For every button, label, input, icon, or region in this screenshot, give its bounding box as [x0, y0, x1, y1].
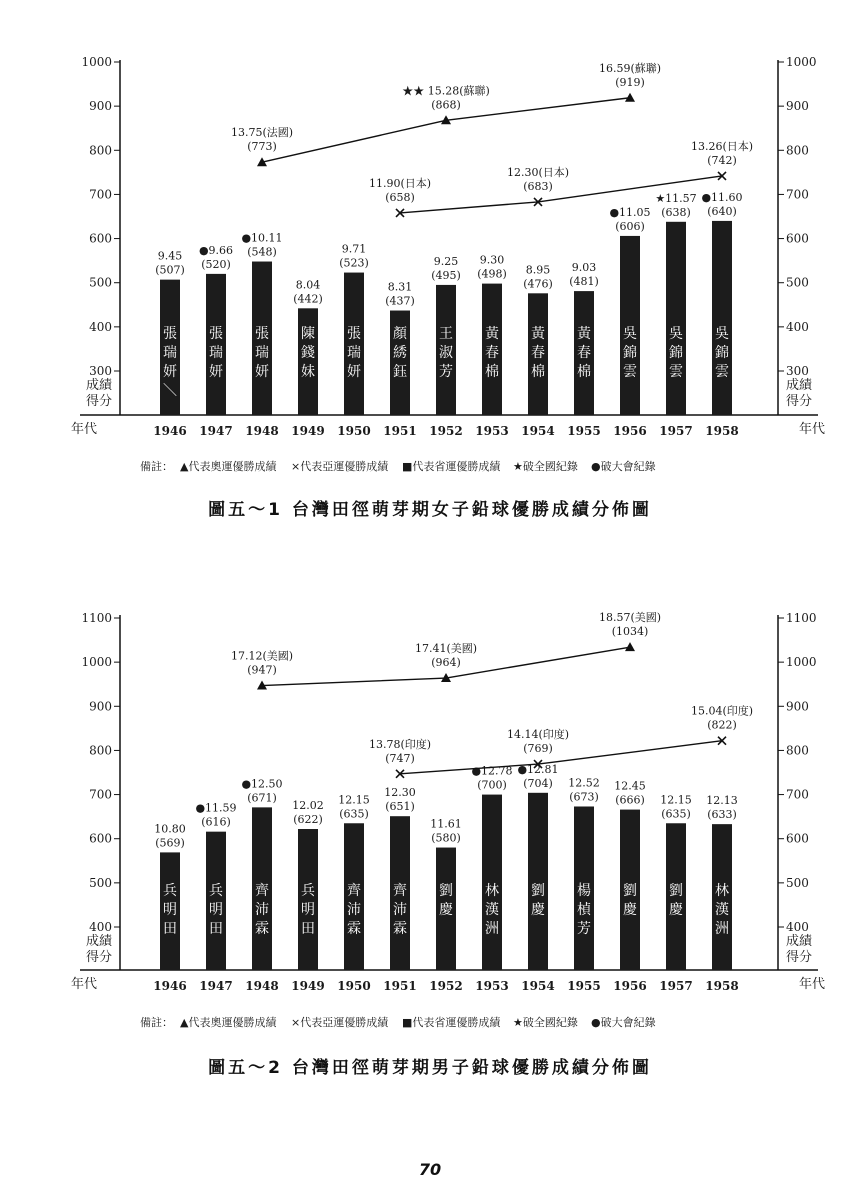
bar-athlete-name-char: 鈺 [393, 364, 407, 380]
bar-score-label: (580) [431, 831, 461, 845]
y-tick-label-left: 300 [89, 364, 112, 378]
bar-athlete-name-char: 劉 [669, 883, 683, 899]
bar-mark-label: ●11.59 [195, 801, 237, 815]
line-point-score-label: (947) [247, 663, 277, 677]
bar-athlete-name-char: 棉 [577, 364, 591, 380]
line-point-mark-label: 15.04(印度) [690, 704, 754, 718]
bar-athlete-name-char: 瑞 [163, 345, 177, 361]
legend-title: 備註： [140, 460, 173, 473]
bar-athlete-name-char: 齊 [393, 883, 407, 899]
bar-score-label: (481) [569, 275, 599, 289]
bar-athlete-name-char: 楨 [577, 902, 591, 918]
bar-mark-label: 12.52 [568, 776, 600, 790]
bar-score-label: (671) [247, 791, 277, 805]
bar-athlete-name-char: 王 [439, 326, 453, 342]
bar-athlete-name-char: 瑞 [255, 345, 269, 361]
x-tick-label: 1951 [383, 979, 417, 993]
x-tick-label: 1952 [429, 424, 463, 438]
bar-athlete-name-char: 雲 [669, 364, 683, 380]
bar-score-label: (622) [293, 813, 323, 827]
line-point-score-label: (747) [385, 751, 415, 765]
chart-1-caption: 圖五～1 台灣田徑萌芽期女子鉛球優勝成績分佈圖 [208, 500, 652, 520]
bar-athlete-name-char: 劉 [439, 883, 453, 899]
bar-athlete-name-char: 洲 [485, 921, 499, 937]
x-tick-label: 1948 [245, 424, 279, 438]
bar-mark-label: 8.31 [387, 280, 413, 294]
line-point-mark-label: 13.75(法國) [230, 126, 294, 140]
line-point-score-label: (773) [247, 140, 277, 154]
legend-item: ▲代表奧運優勝成績 [180, 460, 277, 473]
bar-score-label: (704) [523, 776, 553, 790]
line-point-mark-label: ★★ 15.28(蘇聯) [402, 84, 490, 98]
x-tick-label: 1954 [521, 424, 555, 438]
asian-games-line [400, 741, 722, 774]
bar-athlete-name-char: 田 [301, 921, 315, 937]
y-tick-label-left: 700 [89, 187, 112, 202]
bar-mark-label: ★11.57 [655, 191, 697, 205]
x-tick-label: 1956 [613, 424, 647, 438]
bar-athlete-name-char: 霖 [255, 921, 269, 937]
bar-mark-label: 9.30 [479, 253, 505, 267]
x-tick-label: 1953 [475, 424, 509, 438]
bar-score-label: (633) [707, 808, 737, 822]
legend-item: ★破全國紀錄 [513, 460, 578, 473]
y-tick-label-right: 800 [786, 143, 809, 158]
bar-athlete-name-char: 錦 [669, 345, 683, 361]
bar-mark-label: 12.15 [660, 793, 692, 807]
bar-mark-label: ●10.11 [241, 231, 283, 245]
bar-mark-label: ●11.05 [609, 205, 651, 219]
line-point-mark-label: 14.14(印度) [506, 728, 570, 742]
bar [712, 221, 732, 415]
x-tick-label: 1951 [383, 424, 417, 438]
legend-item: ■代表省運優勝成績 [402, 1016, 501, 1029]
bar-athlete-name-char: 楊 [577, 883, 591, 899]
bar-score-label: (523) [339, 256, 369, 270]
legend-item: ●破大會紀錄 [591, 460, 656, 473]
bar-score-label: (673) [569, 790, 599, 804]
bar-athlete-name-char: 黃 [577, 326, 591, 342]
legend-item: ×代表亞運優勝成績 [291, 1016, 389, 1029]
bar-mark-label: 9.25 [433, 254, 459, 268]
y-tick-label-left: 900 [89, 699, 112, 714]
bar-athlete-name-char: 田 [163, 921, 177, 937]
y-tick-label-right: 300 [786, 364, 809, 378]
x-tick-label: 1953 [475, 979, 509, 993]
bar-athlete-name-char: 明 [301, 902, 315, 918]
y-tick-label-right: 500 [786, 875, 809, 890]
bar-athlete-name-char: 錦 [623, 345, 637, 361]
bar-athlete-name-char: 棉 [531, 364, 545, 380]
y-tick-label-right: 800 [786, 743, 809, 758]
bar-athlete-name-char: 春 [577, 345, 591, 361]
y-tick-label-right: 1000 [786, 55, 817, 69]
line-point-score-label: (822) [707, 718, 737, 732]
bar-athlete-name-char: 妍 [209, 364, 223, 380]
bar-athlete-name-char: 沛 [255, 902, 269, 918]
bar-score-label: (651) [385, 800, 415, 814]
page-number: 70 [418, 1160, 442, 1179]
bar-mark-label: 12.15 [338, 793, 370, 807]
male-shot-put-chart [0, 560, 860, 1120]
y-tick-label-right: 1100 [786, 611, 817, 625]
bar [344, 273, 364, 415]
olympic-marker [625, 93, 635, 102]
bar-athlete-name-char: 雲 [623, 364, 637, 380]
bar-athlete-name-char: 漢 [485, 902, 499, 918]
y-axis-label-right: 成績 [786, 934, 813, 949]
bar [528, 793, 548, 970]
bar [666, 222, 686, 415]
bar-athlete-name-char: 林 [715, 883, 729, 899]
x-tick-label: 1952 [429, 979, 463, 993]
bar-score-label: (507) [155, 263, 185, 277]
bar-athlete-name-char: 沛 [393, 902, 407, 918]
x-tick-label: 1958 [705, 424, 739, 438]
bar-athlete-name-char: 顏 [393, 326, 407, 342]
line-point-score-label: (868) [431, 98, 461, 112]
bar-score-label: (476) [523, 277, 553, 291]
female-shot-put-chart [0, 0, 860, 540]
y-tick-label-right: 900 [786, 99, 809, 114]
y-axis-label-left: 成績 [85, 378, 112, 393]
y-tick-label-left: 800 [89, 143, 112, 158]
bar-athlete-name-char: 張 [163, 326, 177, 342]
x-axis-label-left: 年代 [70, 977, 98, 992]
bar-score-label: (606) [615, 219, 645, 233]
line-point-mark-label: 11.90(日本) [368, 176, 432, 190]
bar-score-label: (520) [201, 257, 231, 271]
bar-score-label: (640) [707, 204, 737, 218]
bar-score-label: (666) [615, 793, 645, 807]
x-tick-label: 1946 [153, 424, 187, 438]
bar-athlete-name-char: 張 [347, 326, 361, 342]
bar-mark-label: 9.03 [571, 261, 597, 275]
x-tick-label: 1954 [521, 979, 555, 993]
bar-score-label: (700) [477, 778, 507, 792]
y-tick-label-right: 400 [786, 920, 809, 934]
bar-mark-label: 9.71 [341, 242, 367, 256]
y-axis-label-left: 成績 [85, 934, 112, 949]
bar-score-label: (498) [477, 267, 507, 281]
y-axis-label-left: 得分 [85, 950, 112, 965]
bar-athlete-name-char: 田 [209, 921, 223, 937]
y-tick-label-left: 800 [89, 743, 112, 758]
x-axis-label-left: 年代 [70, 422, 98, 437]
x-tick-label: 1949 [291, 424, 325, 438]
x-axis-label-right: 年代 [798, 977, 826, 992]
bar-score-label: (442) [293, 292, 323, 306]
legend-item: ×代表亞運優勝成績 [291, 460, 389, 473]
bar-score-label: (548) [247, 245, 277, 259]
bar-mark-label: 11.61 [430, 817, 462, 831]
bar-athlete-name-char: 瑞 [347, 345, 361, 361]
y-tick-label-left: 1000 [81, 655, 112, 670]
line-point-score-label: (769) [523, 742, 553, 756]
bar-athlete-name-char: 齊 [347, 883, 361, 899]
y-tick-label-right: 700 [786, 187, 809, 202]
bar [298, 308, 318, 415]
x-tick-label: 1947 [199, 424, 233, 438]
bar-athlete-name-char: 劉 [623, 883, 637, 899]
y-tick-label-left: 700 [89, 787, 112, 802]
bar-score-label: (638) [661, 205, 691, 219]
line-point-score-label: (683) [523, 179, 553, 193]
bar-mark-label: 12.13 [706, 794, 738, 808]
bar-score-label: (437) [385, 294, 415, 308]
line-point-mark-label: 13.78(印度) [368, 737, 432, 751]
y-tick-label-right: 500 [786, 275, 809, 290]
bar-athlete-name-char: 黃 [531, 326, 545, 342]
bar-athlete-name-char: 洲 [715, 921, 729, 937]
line-point-score-label: (919) [615, 75, 645, 89]
legend-item: ■代表省運優勝成績 [402, 460, 501, 473]
x-tick-label: 1957 [659, 424, 693, 438]
bar [206, 832, 226, 970]
bar-athlete-name-char: 慶 [531, 902, 545, 918]
line-point-mark-label: 13.26(日本) [690, 139, 754, 153]
x-tick-label: 1946 [153, 979, 187, 993]
bar-athlete-name-char: 漢 [715, 902, 729, 918]
y-tick-label-right: 600 [786, 831, 809, 846]
bar-mark-label: 12.45 [614, 779, 646, 793]
y-tick-label-left: 600 [89, 231, 112, 246]
bar-athlete-name-char: 明 [209, 902, 223, 918]
bar-athlete-name-char: 慶 [439, 902, 453, 918]
bar-athlete-name-char: 錦 [715, 345, 729, 361]
x-tick-label: 1955 [567, 424, 601, 438]
bar-mark-label: 10.80 [154, 822, 186, 836]
line-point-mark-label: 17.12(美國) [230, 649, 294, 663]
bar-mark-label: ●12.50 [241, 777, 283, 791]
y-tick-label-right: 1000 [786, 655, 817, 670]
legend-title: 備註： [140, 1016, 173, 1029]
bar-athlete-name-char: 兵 [209, 883, 223, 899]
line-point-mark-label: 17.41(美國) [414, 642, 478, 656]
bar-athlete-name-char: 春 [531, 345, 545, 361]
legend-item: ●破大會紀錄 [591, 1016, 656, 1029]
x-tick-label: 1958 [705, 979, 739, 993]
bar-athlete-name-char: 沛 [347, 902, 361, 918]
line-point-score-label: (1034) [611, 625, 649, 639]
chart-2-caption: 圖五～2 台灣田徑萌芽期男子鉛球優勝成績分佈圖 [208, 1058, 652, 1078]
legend-item: ▲代表奧運優勝成績 [180, 1016, 277, 1029]
bar-athlete-name-char: 霖 [347, 921, 361, 937]
x-tick-label: 1957 [659, 979, 693, 993]
y-axis-label-right: 得分 [786, 950, 813, 965]
bar-athlete-name-char: 陳 [301, 326, 315, 342]
bar [298, 829, 318, 970]
line-point-mark-label: 12.30(日本) [506, 165, 570, 179]
bar-score-label: (569) [155, 836, 185, 850]
bar-athlete-name-char: 瑞 [209, 345, 223, 361]
bar-athlete-name-char: 妹 [301, 364, 315, 380]
bar-athlete-name-char: ＼ [163, 383, 177, 399]
legend-item: ★破全國紀錄 [513, 1016, 578, 1029]
bar-athlete-name-char: 兵 [163, 883, 177, 899]
y-tick-label-left: 900 [89, 99, 112, 114]
y-tick-label-right: 700 [786, 787, 809, 802]
y-tick-label-left: 1100 [81, 611, 112, 625]
bar-athlete-name-char: 芳 [577, 921, 591, 937]
bar-mark-label: 9.45 [157, 249, 183, 263]
y-tick-label-left: 500 [89, 875, 112, 890]
bar-mark-label: 8.95 [525, 263, 551, 277]
bar-athlete-name-char: 芳 [439, 364, 453, 380]
x-tick-label: 1956 [613, 979, 647, 993]
y-axis-label-right: 成績 [786, 378, 813, 393]
bar-athlete-name-char: 慶 [623, 902, 637, 918]
bar-mark-label: ●12.81 [517, 762, 559, 776]
bar-score-label: (495) [431, 268, 461, 282]
bar-athlete-name-char: 黃 [485, 326, 499, 342]
y-axis-label-left: 得分 [85, 394, 112, 409]
y-tick-label-left: 400 [89, 920, 112, 934]
x-tick-label: 1950 [337, 979, 371, 993]
bar-athlete-name-char: 妍 [255, 364, 269, 380]
bar-athlete-name-char: 綉 [393, 345, 407, 361]
bar-athlete-name-char: 林 [485, 883, 499, 899]
bar-athlete-name-char: 吳 [715, 326, 729, 342]
bar-athlete-name-char: 棉 [485, 364, 499, 380]
y-tick-label-left: 1000 [81, 55, 112, 69]
bar-athlete-name-char: 雲 [715, 364, 729, 380]
x-tick-label: 1948 [245, 979, 279, 993]
bar-athlete-name-char: 兵 [301, 883, 315, 899]
bar-athlete-name-char: 霖 [393, 921, 407, 937]
bar-mark-label: 12.02 [292, 799, 324, 813]
x-tick-label: 1955 [567, 979, 601, 993]
x-axis-label-right: 年代 [798, 422, 826, 437]
bar-score-label: (616) [201, 815, 231, 829]
bar-athlete-name-char: 吳 [669, 326, 683, 342]
bar-mark-label: 8.04 [295, 278, 321, 292]
bar-athlete-name-char: 吳 [623, 326, 637, 342]
olympic-marker [625, 642, 635, 651]
line-point-score-label: (964) [431, 656, 461, 670]
line-point-score-label: (658) [385, 190, 415, 204]
bar-score-label: (635) [661, 807, 691, 821]
bar-athlete-name-char: 劉 [531, 883, 545, 899]
bar-mark-label: 12.30 [384, 786, 416, 800]
bar-mark-label: ●12.78 [471, 764, 513, 778]
line-point-score-label: (742) [707, 153, 737, 167]
y-tick-label-right: 600 [786, 231, 809, 246]
bar-athlete-name-char: 張 [209, 326, 223, 342]
y-tick-label-left: 400 [89, 319, 112, 334]
bar-athlete-name-char: 明 [163, 902, 177, 918]
bar-score-label: (635) [339, 807, 369, 821]
bar-athlete-name-char: 齊 [255, 883, 269, 899]
y-axis-label-right: 得分 [786, 394, 813, 409]
bar-mark-label: ●11.60 [701, 190, 743, 204]
bar-athlete-name-char: 錢 [301, 345, 315, 361]
bar-mark-label: ●9.66 [198, 243, 234, 257]
line-point-mark-label: 18.57(美國) [598, 611, 662, 625]
bar-athlete-name-char: 妍 [347, 364, 361, 380]
bar-athlete-name-char: 張 [255, 326, 269, 342]
bar-athlete-name-char: 慶 [669, 902, 683, 918]
x-tick-label: 1949 [291, 979, 325, 993]
y-tick-label-left: 500 [89, 275, 112, 290]
bar-athlete-name-char: 妍 [163, 364, 177, 380]
line-point-mark-label: 16.59(蘇聯) [598, 61, 662, 75]
bar-athlete-name-char: 春 [485, 345, 499, 361]
x-tick-label: 1947 [199, 979, 233, 993]
y-tick-label-right: 900 [786, 699, 809, 714]
y-tick-label-left: 600 [89, 831, 112, 846]
bar-athlete-name-char: 淑 [439, 345, 453, 361]
x-tick-label: 1950 [337, 424, 371, 438]
y-tick-label-right: 400 [786, 319, 809, 334]
